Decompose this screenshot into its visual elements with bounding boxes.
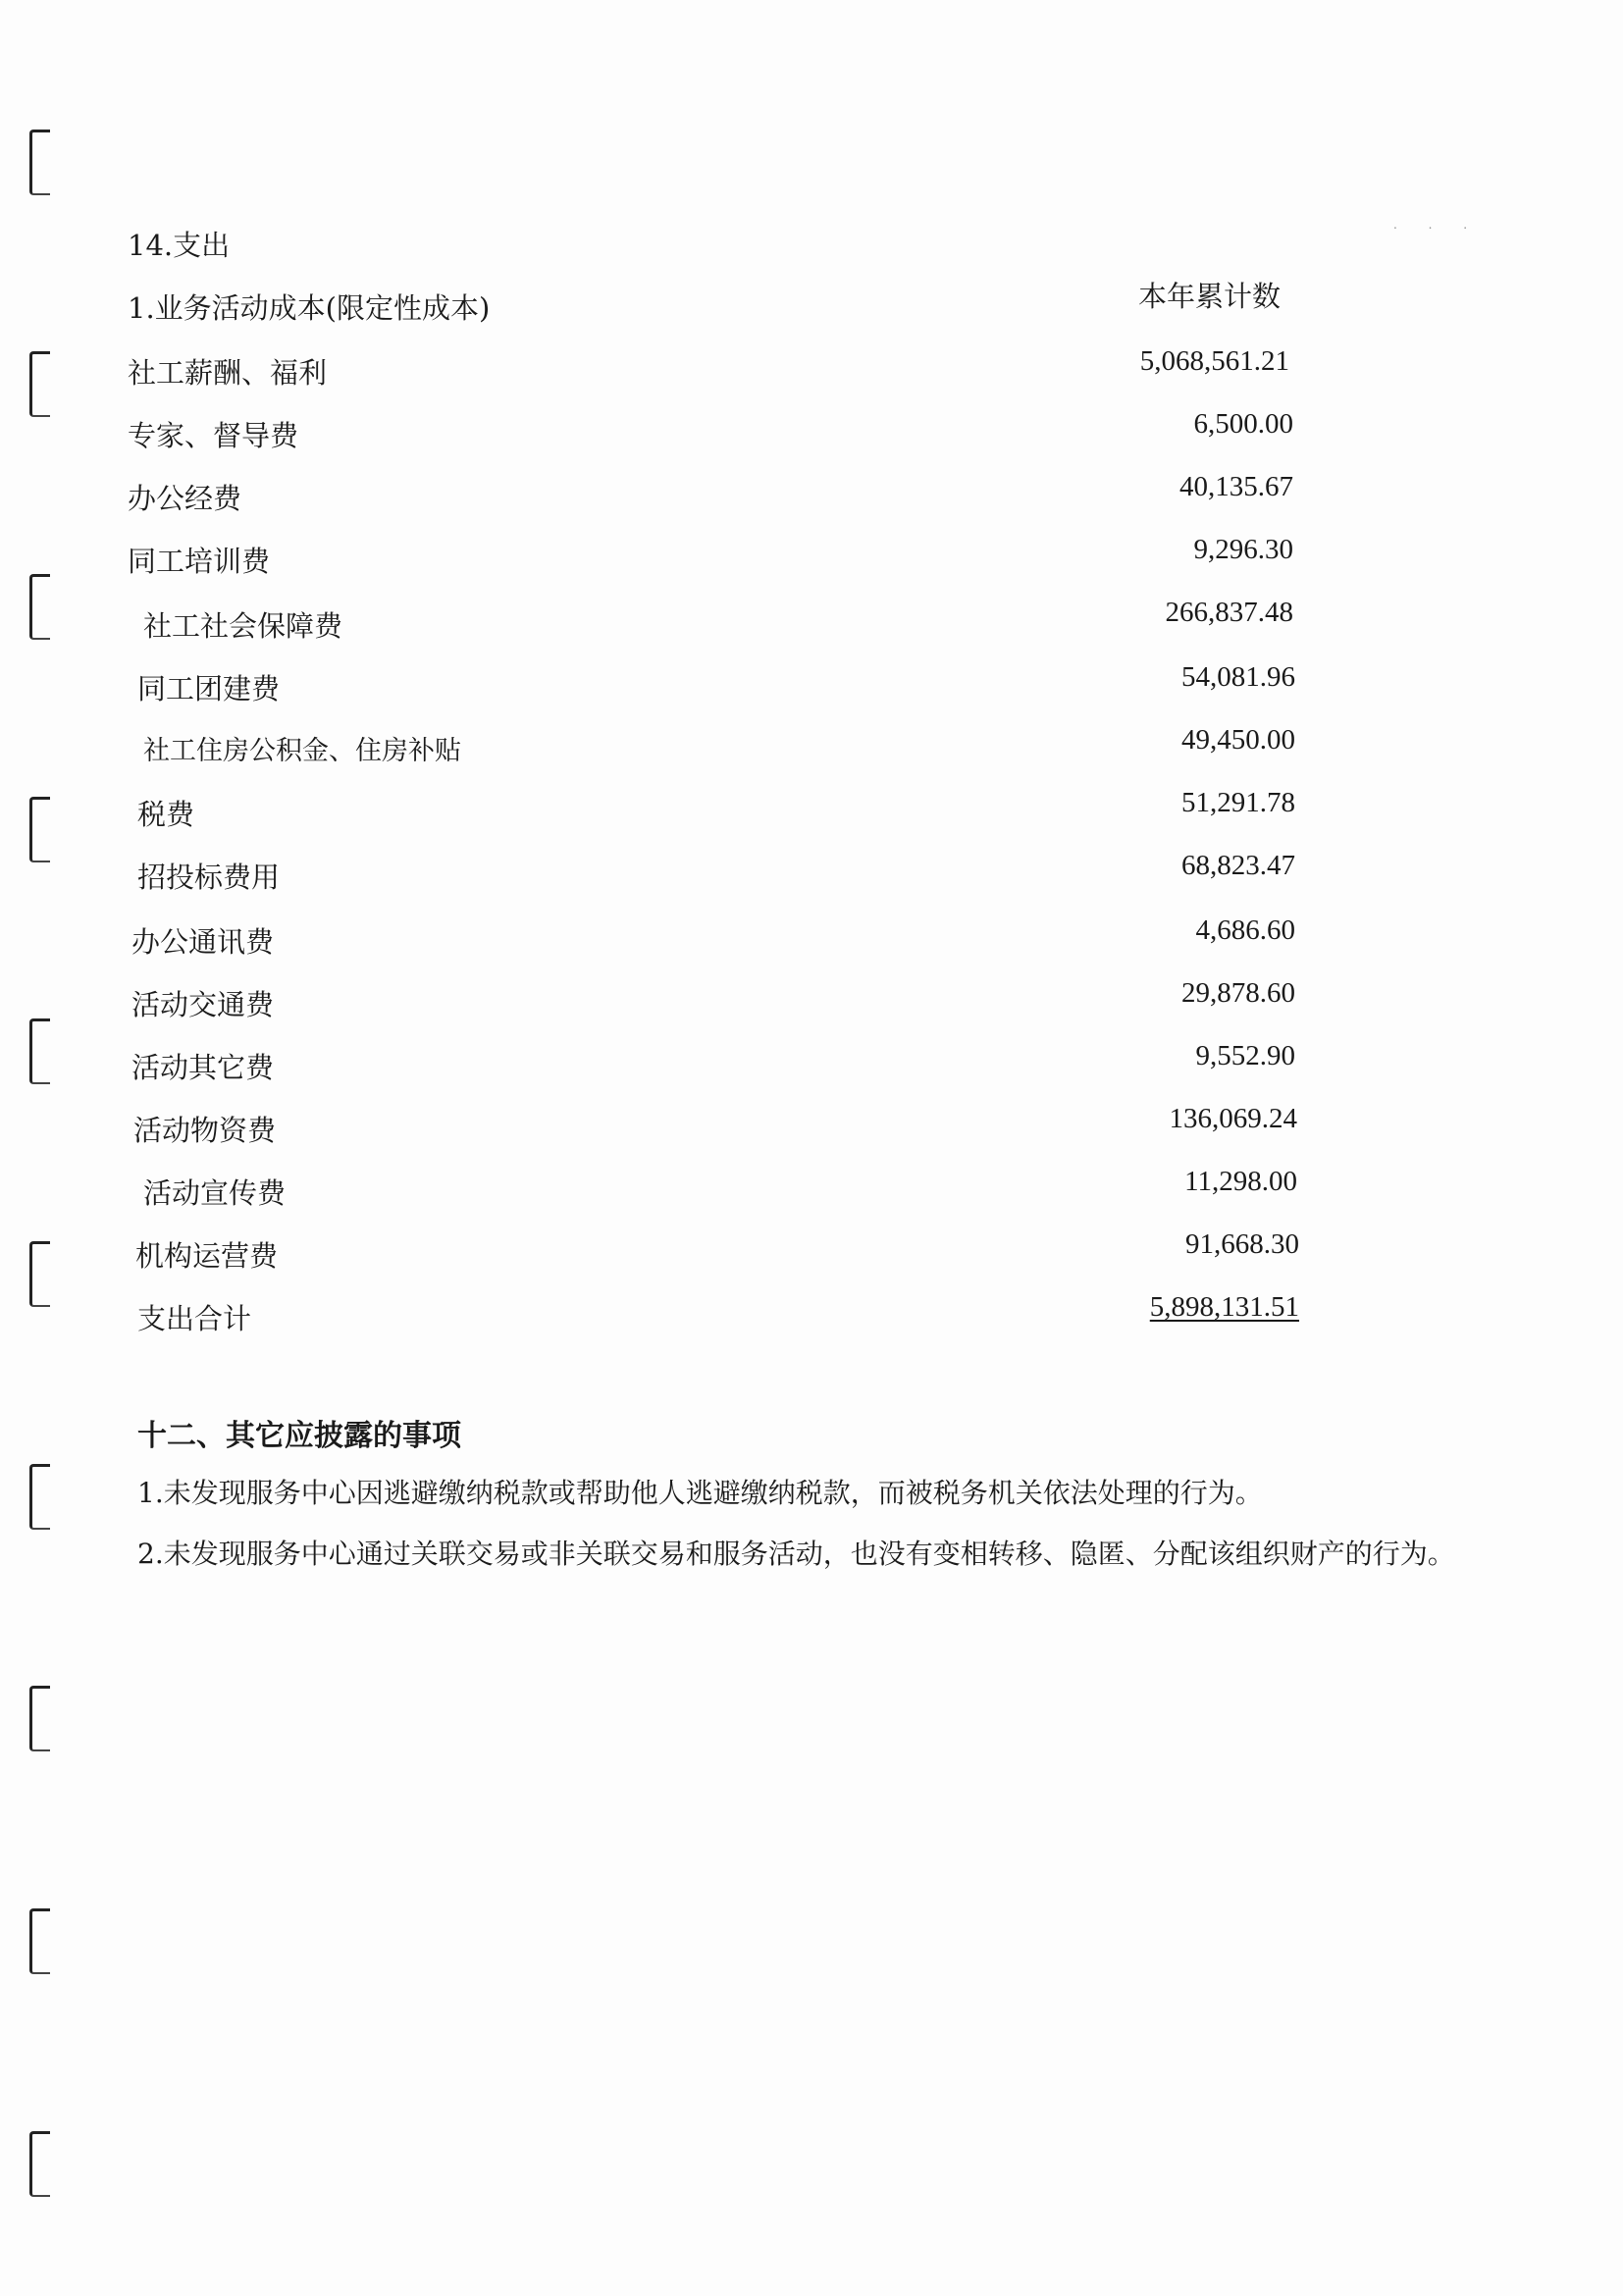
expense-amount: 6,500.00: [1193, 408, 1293, 440]
expense-amount: 11,298.00: [1184, 1166, 1297, 1197]
binding-bracket: [29, 1686, 50, 1751]
expense-amount: 40,135.67: [1179, 471, 1293, 502]
expense-amount: 54,081.96: [1181, 661, 1295, 693]
binding-bracket: [29, 797, 50, 862]
expense-label: 社工社会保障费: [143, 609, 343, 643]
binding-bracket: [29, 1908, 50, 1974]
expense-amount: 49,450.00: [1181, 724, 1295, 756]
sub-title: 1.业务活动成本(限定性成本): [128, 291, 491, 325]
disclosure-item: 1.未发现服务中心因逃避缴纳税款或帮助他人逃避缴纳税款，而被税务机关依法处理的行为。: [137, 1477, 1263, 1509]
binding-bracket: [29, 351, 50, 417]
expense-label: 税费: [137, 798, 195, 831]
binding-bracket: [29, 1018, 50, 1084]
expense-label: 专家、督导费: [128, 419, 299, 452]
section-title: 14.支出: [128, 229, 231, 262]
binding-bracket: [29, 1464, 50, 1530]
expense-amount: 51,291.78: [1181, 787, 1295, 818]
expense-label: 同工培训费: [128, 545, 271, 578]
total-label: 支出合计: [137, 1302, 252, 1335]
expense-label: 同工团建费: [137, 672, 281, 705]
binding-bracket: [29, 1241, 50, 1307]
expense-label: 社工薪酬、福利: [128, 356, 328, 390]
expense-amount: 4,686.60: [1195, 914, 1295, 946]
expense-amount: 266,837.48: [1165, 597, 1293, 628]
disclosure-heading: 十二、其它应披露的事项: [137, 1419, 461, 1453]
expense-amount: 68,823.47: [1181, 850, 1295, 881]
expense-label: 办公经费: [128, 482, 242, 515]
expense-amount: 9,296.30: [1193, 534, 1293, 565]
binding-bracket: [29, 2131, 50, 2197]
binding-bracket: [29, 574, 50, 640]
expense-amount: 5,068,561.21: [1139, 345, 1289, 377]
expense-label: 活动其它费: [131, 1051, 275, 1084]
expense-label: 活动物资费: [133, 1114, 277, 1147]
scan-specks: . . .: [1393, 218, 1482, 232]
expense-label: 机构运营费: [135, 1239, 279, 1273]
column-header: 本年累计数: [1138, 280, 1282, 313]
expense-amount: 9,552.90: [1195, 1040, 1295, 1071]
expense-amount: 91,668.30: [1185, 1228, 1299, 1260]
expense-amount: 29,878.60: [1181, 977, 1295, 1009]
total-amount: 5,898,131.51: [1149, 1291, 1299, 1323]
expense-label: 活动宣传费: [143, 1176, 287, 1210]
expense-label: 活动交通费: [131, 988, 275, 1021]
disclosure-item: 2.未发现服务中心通过关联交易或非关联交易和服务活动，也没有变相转移、隐匿、分配该组织财产的行为。: [137, 1538, 1455, 1570]
binding-bracket: [29, 130, 50, 195]
expense-amount: 136,069.24: [1169, 1103, 1297, 1134]
expense-label: 招投标费用: [137, 861, 281, 894]
expense-label: 社工住房公积金、住房补贴: [143, 736, 461, 766]
expense-label: 办公通讯费: [131, 925, 275, 959]
